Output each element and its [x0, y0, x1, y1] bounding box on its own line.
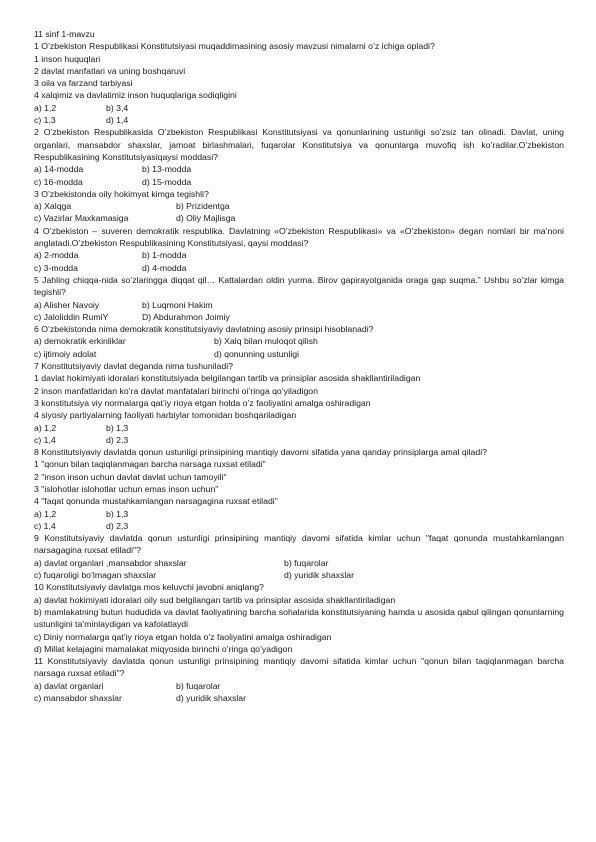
q8-options-row — [34, 520, 564, 532]
q11-option-a: a) davlat organlari — [34, 680, 104, 691]
question-10: 10 Konstitutsiyaviy davlatga mos keluvchi javobni aniqlang? — [34, 582, 264, 593]
q1-option-a: a) 1,2 — [34, 102, 57, 113]
q6-option-b: b) Xalq bilan muloqot qilish — [214, 336, 318, 347]
q1-option-c: c) 1,3 — [34, 115, 56, 126]
q9-options-row — [34, 569, 564, 581]
q10-option-c: c) Diniy normalarga qat’iy rioya etgan holda o’z faoliyatini amalga oshiradigan — [34, 631, 332, 642]
q9-options-row — [34, 557, 564, 569]
q7-item: 2 inson manfatlaridan ko’ra davlat manfatalari birinchi oi’ringa qo’yiladigon — [34, 385, 318, 396]
q9-option-a: a) davlat organlari ,mansabdor shaxslar — [34, 557, 187, 568]
q7-option-b: b) 1,3 — [106, 422, 129, 433]
question-9: 9 Konstitutsiyaviy davlatda qonun ustunligi prinsipining mantiqiy davomi sifatida kimlar uchun "faqat qonunda mustahkamlangan narsagagina ruxsat etiladi"? — [34, 533, 564, 556]
q10-option-b: b) mamlakatning butun hududida va davlat faoliyatining barcha sohalarida konstitutsiyaning hamda u asosida qabul qilingan qonunlarning ustunligini ta’minlaydigan va kafolatlaydi — [34, 606, 564, 630]
q7-item: 3 konstitutsiya viy normalarga qat’iy rioya etgan holda o’z faoliyatini amalga oshiradigan — [34, 397, 371, 408]
q8-option-c: c) 1,4 — [34, 520, 56, 531]
q5-options-row — [34, 311, 564, 323]
q2-option-a: a) 14-modda — [34, 164, 84, 175]
q8-item: 3 "islohotlar islohotlar uchun emas inson uchun" — [34, 483, 219, 494]
q9-option-d: d) yuridik shaxslar — [284, 570, 355, 581]
question-1: 1 O’zbekiston Respublikasi Konstitutsiyasi muqaddimasining asosiy mavzusi nimalarni o’z ichiga opladi? — [34, 41, 435, 52]
q1-item: 3 oila va farzand tarbiyasi — [34, 78, 133, 89]
q3-option-a: a) Xalqga — [34, 201, 72, 212]
q8-item: 4 "faqat qonunda mustahkamlangan narsagagina ruxsat etiladi" — [34, 496, 278, 507]
q11-options-row — [34, 680, 564, 692]
q6-options-row — [34, 335, 564, 347]
q3-options-row — [34, 212, 564, 224]
q10-option-d: d) Millat kelajagini mamalakat miqyosida birinchi o’ringa qo’yadigon — [34, 643, 293, 654]
q11-option-b: b) fuqarolar — [176, 680, 221, 691]
document-page — [34, 28, 564, 704]
q5-options-row — [34, 299, 564, 311]
question-11: 11 Konstitutsiyaviy davlatda qonun ustunligi prinsipining mantiqiy davomi sifatida kimlar uchun "qonun bilan taqiqlanmagan barcha narsaga ruxsat etiladi"? — [34, 656, 564, 679]
q5-option-b: b) Luqmoni Hakim — [142, 299, 213, 310]
q1-options-row — [34, 114, 564, 126]
q1-item: 1 inson huquqlari — [34, 53, 101, 64]
q7-options-row — [34, 434, 564, 446]
q8-option-d: d) 2,3 — [106, 520, 129, 531]
q8-item: 2 "inson inson uchun davlat davlat uchun tamoyili" — [34, 471, 227, 482]
q6-option-c: c) ijtimoiy adolat — [34, 348, 97, 359]
question-3: 3 O’zbekistonda oily hokimyat kimga tegishli? — [34, 188, 209, 199]
q1-item: 4 xalqimiz va davlatimiz inson huquqlariga sodiqligini — [34, 90, 237, 101]
q8-option-a: a) 1,2 — [34, 508, 57, 519]
q2-options-row — [34, 163, 564, 175]
q4-options-row — [34, 262, 564, 274]
q1-option-d: d) 1,4 — [106, 115, 129, 126]
q2-option-d: d) 15-modda — [142, 176, 192, 187]
q2-option-b: b) 13-modda — [142, 164, 192, 175]
q7-option-c: c) 1,4 — [34, 434, 56, 445]
q8-item: 1 "qonun bilan taqiqlanmagan barcha narsaga ruxsat etiladi" — [34, 459, 266, 470]
q4-option-a: a) 2-modda — [34, 250, 79, 261]
q9-option-b: b) fuqarolar — [284, 557, 329, 568]
q7-options-row — [34, 422, 564, 434]
q4-option-d: d) 4-modda — [142, 262, 187, 273]
question-7: 7 Konstitutsiyaviy davlat deganda nima tushuniladi? — [34, 361, 233, 372]
q8-option-b: b) 1,3 — [106, 508, 129, 519]
question-5: 5 Jahling chiqqa-nida so’zlaringga diqqat qil… Kattalardan oldin yurma. Birov gapirayotganida oraga gap suqma.” Ushbu so’zlar kimga tegishli? — [34, 274, 564, 298]
q3-options-row — [34, 200, 564, 212]
q11-option-d: d) yuridik shaxslar — [176, 693, 247, 704]
q6-options-row — [34, 348, 564, 360]
q1-options-row — [34, 102, 564, 114]
q8-options-row — [34, 508, 564, 520]
question-8: 8 Konstitutsiyaviy davlatda qonun ustunligi prinsipining mantiqiy davomi sifatida yana qanday prinsiplarga amal qiladi? — [34, 447, 487, 458]
question-2: 2 O’zbekiston Respublikasida O’zbekiston Respublikasi Konstitutsiyasi va qonunlarining ustunligi so’zsiz tan olinadi. Davlat, uning organlari, mansabdor shaxslar, jamoat birlashmalari, fuqarolar Konstitutsiya va qonunlarga muvofiq ish ko’radilar.O’zbekiston Respublikasining Konstitutsiyasiqaysi moddasi? — [34, 127, 564, 162]
q5-option-c: c) Jaloliddin RumiY — [34, 311, 109, 322]
q5-option-a: a) Alisher Navoiy — [34, 299, 100, 310]
q1-item: 2 davlat manfatlari va uning boshqaruvi — [34, 65, 186, 76]
q4-option-c: c) 3-modda — [34, 262, 78, 273]
q6-option-a: a) demokratik erkinliklar — [34, 336, 126, 347]
page-title: 11 sinf 1-mavzu — [34, 29, 95, 39]
q1-option-b: b) 3,4 — [106, 102, 129, 113]
q5-option-d: D) Abdurahmon Joimiy — [142, 311, 230, 322]
q4-options-row — [34, 249, 564, 261]
q11-option-c: c) mansabdor shaxslar — [34, 693, 122, 704]
question-6: 6 O’zbekistonda nima demokratik konstitutsiyaviy davlatning asosiy prinsipi hisoblanadi? — [34, 324, 374, 335]
q7-option-a: a) 1,2 — [34, 422, 57, 433]
q10-option-a: a) davlat hokimiyati idoralari oily sud belgilangan tartib va prinsiplar asosida shakllantiriladigan — [34, 594, 396, 605]
q9-option-c: c) fuqaroligi bo’lmagan shaxslar — [34, 570, 157, 581]
q7-item: 4 siyosiy partiyalarning faoliyati harbiylar tomonidan boshqariladigan — [34, 410, 297, 421]
q3-option-c: c) Vazirlar Maxkamasiga — [34, 213, 129, 224]
q7-item: 1 davlat hokimiyati idoralari konstitutsiyada belgilangan tartib va prinsiplar asosida shakllantiriladigan — [34, 373, 421, 384]
q3-option-b: b) Prizidentga — [176, 201, 230, 212]
q2-option-c: c) 16-modda — [34, 176, 83, 187]
q7-option-d: d) 2,3 — [106, 434, 129, 445]
q4-option-b: b) 1-modda — [142, 250, 187, 261]
q11-options-row — [34, 692, 564, 704]
q6-option-d: d) qonunning ustunligi — [214, 348, 300, 359]
q3-option-d: d) Oliy Majlisga — [176, 213, 236, 224]
q2-options-row — [34, 176, 564, 188]
question-4: 4 O’zbekiston – suveren demokratik respublika. Davlatning «O’zbekiston Respublikasi» va «O’zbekiston» degan nomlari bir ma’noni anglatadi.O’zbekiston Respublikasining Konstitutsiyasi, qaysi moddasi? — [34, 225, 564, 249]
